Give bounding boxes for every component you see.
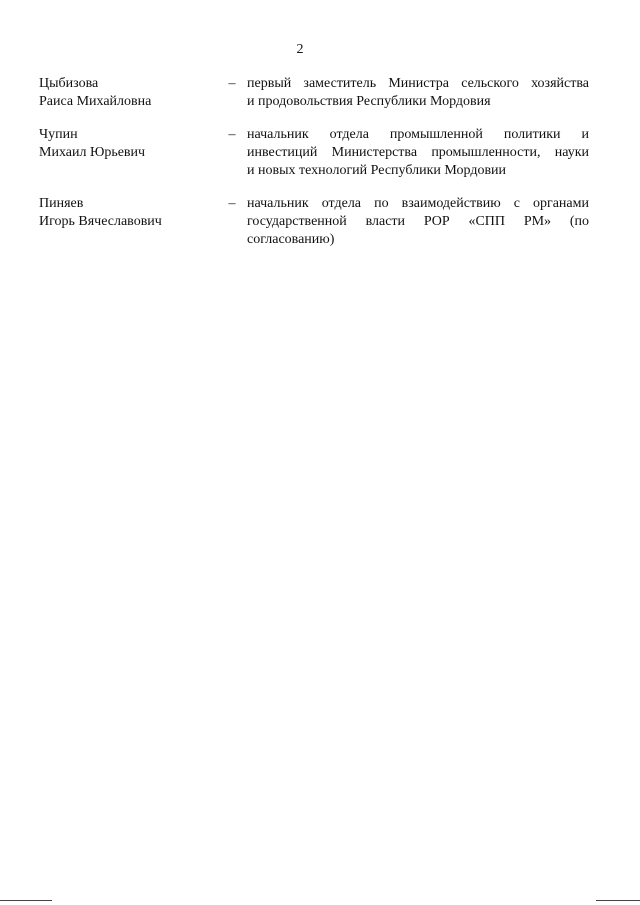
member-name xyxy=(39,126,229,162)
position-line: государственной власти РОР «СПП РМ» (по xyxy=(247,214,589,229)
member-position xyxy=(247,195,589,249)
position-line: начальник отдела промышленной политики и xyxy=(247,127,589,142)
position-line: и продовольствия Республики Мордовия xyxy=(247,94,491,109)
scan-edge-line xyxy=(0,900,52,901)
member-name xyxy=(39,75,229,111)
member-position xyxy=(247,126,589,180)
page-number: 2 xyxy=(296,42,304,57)
member-name xyxy=(39,195,229,231)
position-line: и новых технологий Республики Мордовии xyxy=(247,163,507,178)
member-given-name: Игорь Вячеславович xyxy=(39,214,162,229)
position-line: инвестиций Министерства промышленности, науки xyxy=(247,145,589,160)
position-line: первый заместитель Министра сельского хозяйства xyxy=(247,76,589,91)
member-given-name: Раиса Михайловна xyxy=(39,94,152,109)
position-line: согласованию) xyxy=(247,232,335,247)
scan-edge-line xyxy=(596,900,640,901)
member-surname: Пиняев xyxy=(39,196,84,211)
dash-separator: – xyxy=(228,196,236,211)
member-given-name: Михаил Юрьевич xyxy=(39,145,146,160)
position-line: начальник отдела по взаимодействию с органами xyxy=(247,196,589,211)
dash-separator: – xyxy=(228,127,236,142)
member-position xyxy=(247,75,589,111)
dash-separator: – xyxy=(228,76,236,91)
member-surname: Цыбизова xyxy=(39,76,99,91)
member-surname: Чупин xyxy=(39,127,78,142)
